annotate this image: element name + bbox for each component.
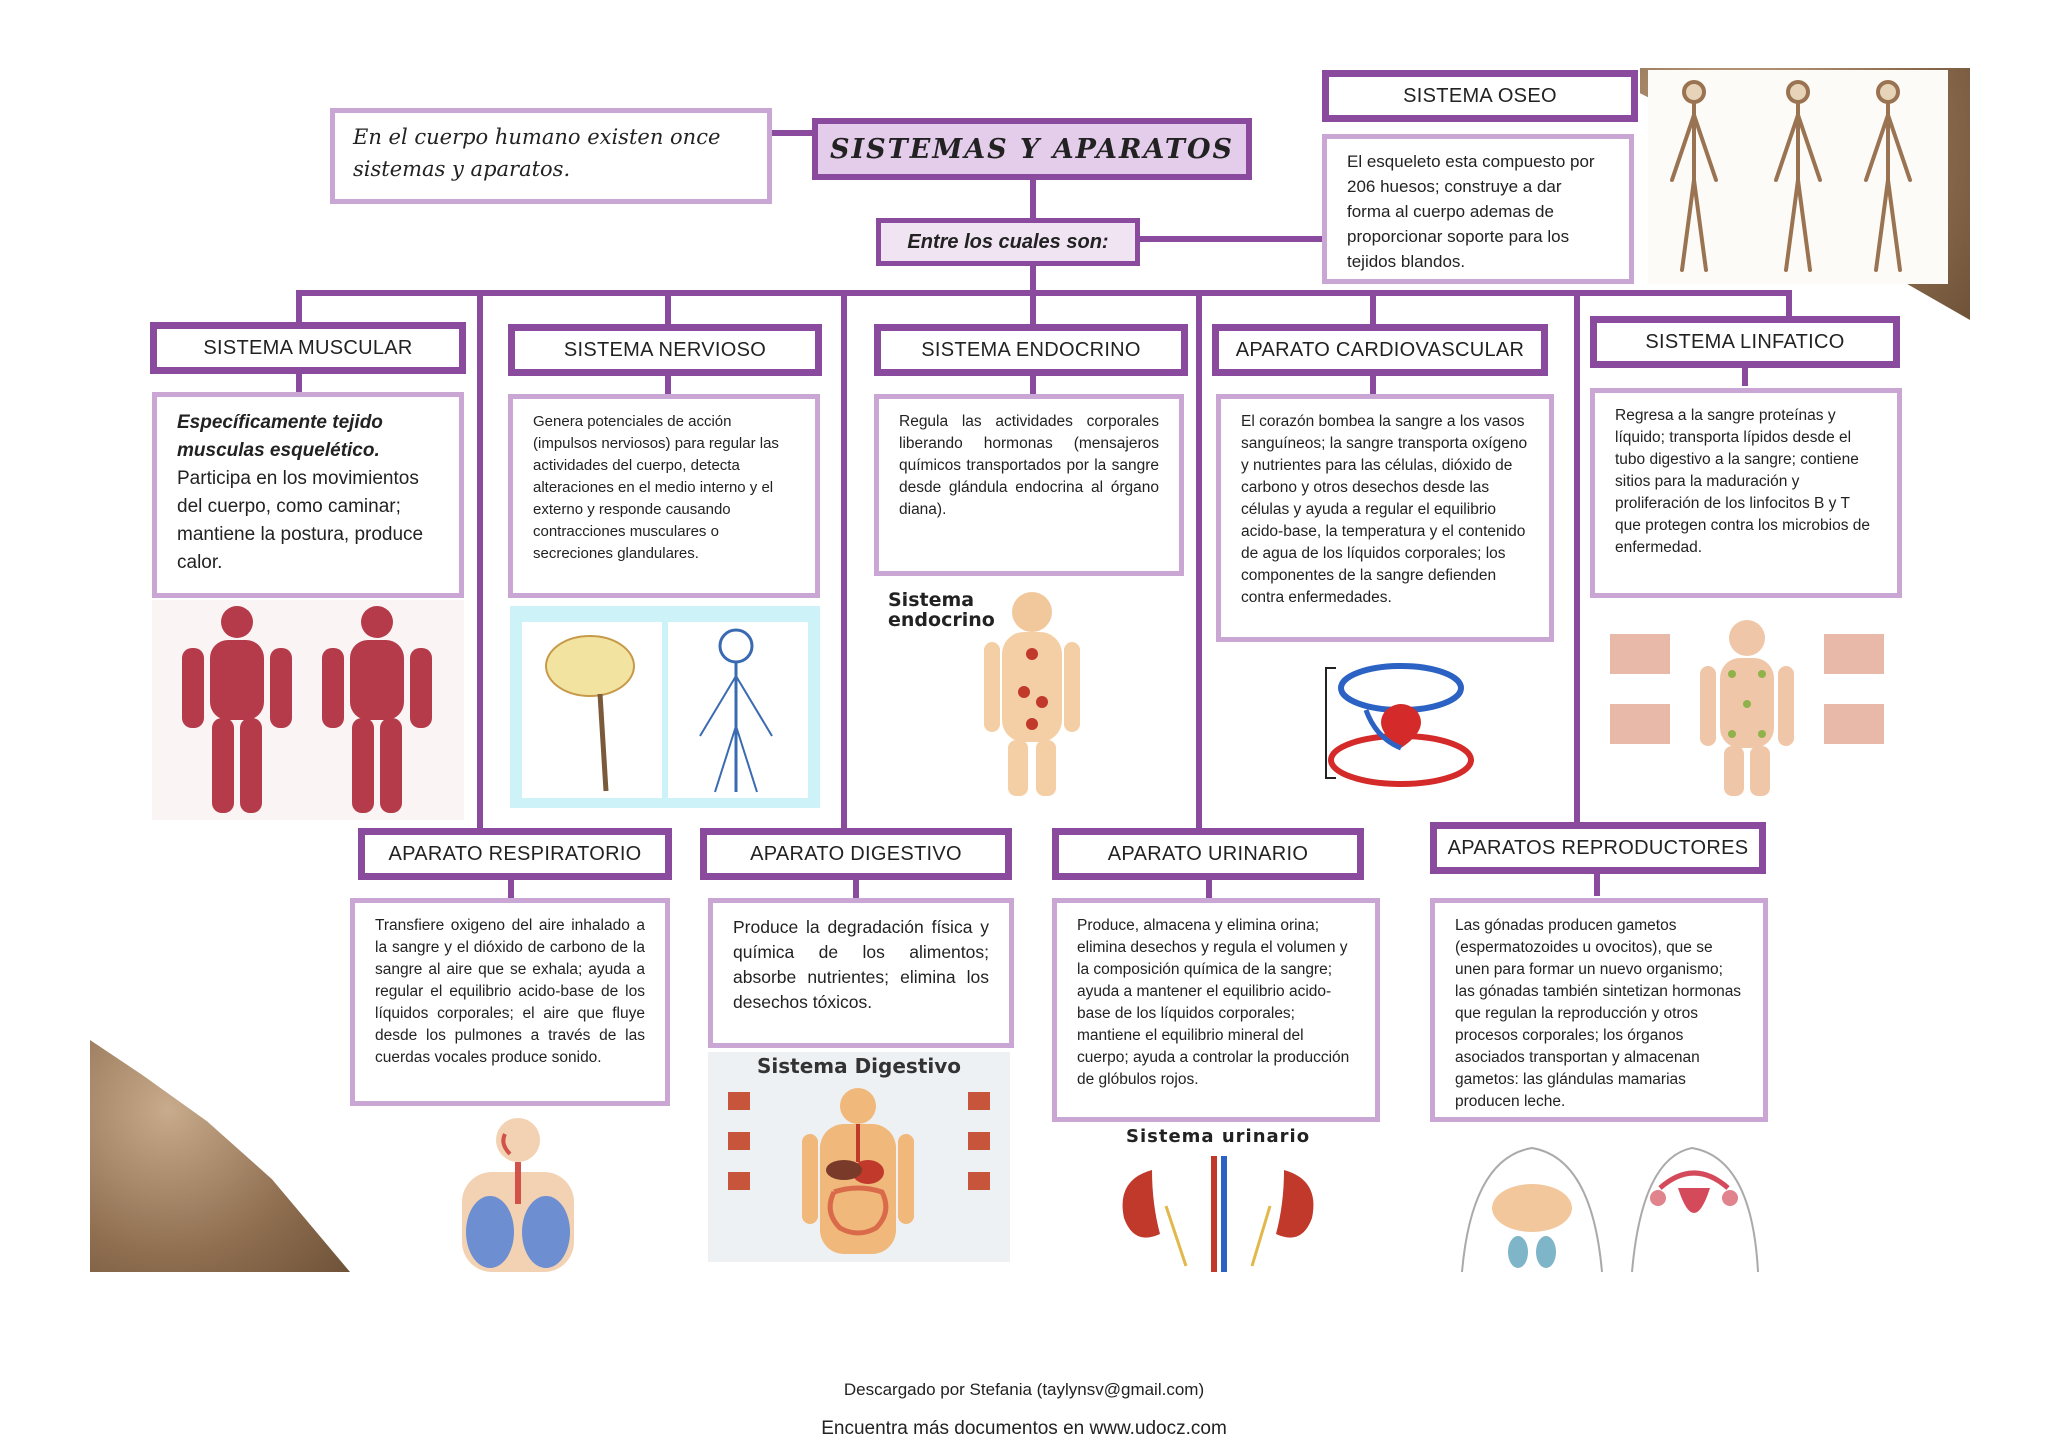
- header-aparato-respiratorio: APARATO RESPIRATORIO: [358, 828, 672, 880]
- muscular-text: Participa en los movimientos del cuerpo, como caminar; mantiene la postura, produce calor.: [177, 468, 424, 573]
- digestive-system-icon: [708, 1052, 1010, 1262]
- connector: [1138, 236, 1328, 242]
- reproductive-system-icon: [1432, 1128, 1766, 1272]
- connector: [1370, 290, 1376, 326]
- header-aparato-urinario: APARATO URINARIO: [1052, 828, 1364, 880]
- urinario-image-label: Sistema urinario: [1126, 1126, 1311, 1147]
- linfatico-image: [1592, 604, 1902, 800]
- header-aparato-digestivo: APARATO DIGESTIVO: [700, 828, 1012, 880]
- skeleton-image: [1648, 70, 1948, 284]
- connector: [1370, 374, 1376, 394]
- footer-site-link[interactable]: Encuentra más documentos en www.udocz.com: [821, 1418, 1227, 1439]
- text-sistema-linfatico: Regresa a la sangre proteínas y líquido; transporta lípidos desde el tubo digestivo a la sangre; contiene sitios para la maduración y proliferación de los linfocitos B y T que protegen contra los microbios de enfermedad.: [1590, 388, 1902, 598]
- header-sistema-nervioso: SISTEMA NERVIOSO: [508, 324, 822, 376]
- digestivo-image-label: Sistema Digestivo: [756, 1054, 962, 1078]
- paper-decoration-bottom-left: [90, 1040, 350, 1272]
- kidneys-icon: [1056, 1126, 1380, 1272]
- endocrino-image: [874, 584, 1180, 802]
- text-sistema-oseo: El esqueleto esta compuesto por 206 huesos; construye a dar forma al cuerpo ademas de proporcionar soporte para los tejidos blandos.: [1322, 134, 1634, 284]
- lungs-icon: [370, 1114, 666, 1272]
- lymphatic-system-icon: [1592, 604, 1902, 800]
- connector: [296, 290, 302, 324]
- page-title: SISTEMAS Y APARATOS: [812, 118, 1252, 180]
- respiratorio-image: [370, 1114, 666, 1272]
- text-aparato-digestivo: Produce la degradación física y química de los alimentos; absorbe nutrientes; elimina los desechos tóxicos.: [708, 898, 1014, 1048]
- cardiovascular-image: [1216, 648, 1556, 802]
- header-aparato-cardiovascular: APARATO CARDIOVASCULAR: [1212, 324, 1548, 376]
- skeleton-icon: [1648, 70, 1948, 284]
- muscular-italic-text: Específicamente tejido musculas esquelético.: [177, 412, 383, 461]
- text-aparato-urinario: Produce, almacena y elimina orina; elimina desechos y regula el volumen y la composición química de la sangre; ayuda a mantener el equilibrio acido-base de los líquidos corporales; mantiene el equilibrio mineral del cuerpo; ayuda a controlar la producción de glóbulos rojos.: [1052, 898, 1380, 1122]
- header-sistema-endocrino: SISTEMA ENDOCRINO: [874, 324, 1188, 376]
- connector: [665, 374, 671, 394]
- connector: [508, 878, 514, 900]
- connector: [665, 290, 671, 326]
- header-sistema-oseo: SISTEMA OSEO: [1322, 70, 1638, 122]
- connector: [1574, 290, 1580, 824]
- digestivo-image: [708, 1052, 1010, 1262]
- connector: [1030, 374, 1036, 394]
- text-sistema-muscular: [152, 392, 464, 598]
- connector: [1786, 290, 1792, 318]
- header-aparatos-reproductores: APARATOS REPRODUCTORES: [1430, 822, 1766, 874]
- muscle-body-icon: [152, 600, 464, 820]
- connector: [1206, 878, 1212, 900]
- connector: [296, 290, 1792, 296]
- footer-download-info: Descargado por Stefania (taylynsv@gmail.com): [843, 1380, 1205, 1399]
- text-sistema-nervioso: Genera potenciales de acción (impulsos nerviosos) para regular las actividades del cuerpo, detecta alteraciones en el medio interno y el externo y responde causando contracciones musculares o secreciones glandulares.: [508, 394, 820, 598]
- subtitle: Entre los cuales son:: [876, 218, 1140, 266]
- connector: [1196, 290, 1202, 828]
- nervous-system-icon: [510, 606, 820, 808]
- muscular-image: [152, 600, 464, 820]
- connector: [1742, 366, 1748, 386]
- endocrino-image-label: Sistema endocrino: [888, 589, 995, 631]
- header-sistema-muscular: SISTEMA MUSCULAR: [150, 322, 466, 374]
- nervioso-image: [510, 606, 820, 808]
- text-sistema-endocrino: Regula las actividades corporales liberando hormonas (mensajeros químicos transportados por la sangre desde glándula endocrina al órgano diana).: [874, 394, 1184, 576]
- heart-circulation-icon: [1216, 648, 1556, 802]
- connector: [1594, 872, 1600, 896]
- connector: [296, 372, 302, 392]
- urinario-image: [1056, 1126, 1380, 1272]
- intro-text: En el cuerpo humano existen once sistemas y aparatos.: [330, 108, 772, 204]
- connector: [477, 290, 483, 828]
- text-aparatos-reproductores: Las gónadas producen gametos (espermatozoides u ovocitos), que se unen para formar un nuevo organismo; las gónadas también sintetizan hormonas que regulan la reproducción y otros procesos corporales; los órganos asociados transportan y almacenan gametos: las glándulas mamarias producen leche.: [1430, 898, 1768, 1122]
- text-aparato-cardiovascular: El corazón bombea la sangre a los vasos sanguíneos; la sangre transporta oxígeno y nutrientes para las células, dióxido de carbono y otros desechos desde las células y ayuda a regular el equilibrio acido-base, la temperatura y el contenido de agua de los líquidos corporales; los componentes de la sangre defienden contra enfermedades.: [1216, 394, 1554, 642]
- connector: [1030, 290, 1036, 326]
- reproductores-image: [1432, 1128, 1766, 1272]
- header-sistema-linfatico: SISTEMA LINFATICO: [1590, 316, 1900, 368]
- text-aparato-respiratorio: Transfiere oxigeno del aire inhalado a la sangre y el dióxido de carbono de la sangre al aire que se exhala; ayuda a regular el equilibrio acido-base de los líquidos corporales; el aire que fluye desde los pulmones a través de las cuerdas vocales produce sonido.: [350, 898, 670, 1106]
- connector: [841, 290, 847, 828]
